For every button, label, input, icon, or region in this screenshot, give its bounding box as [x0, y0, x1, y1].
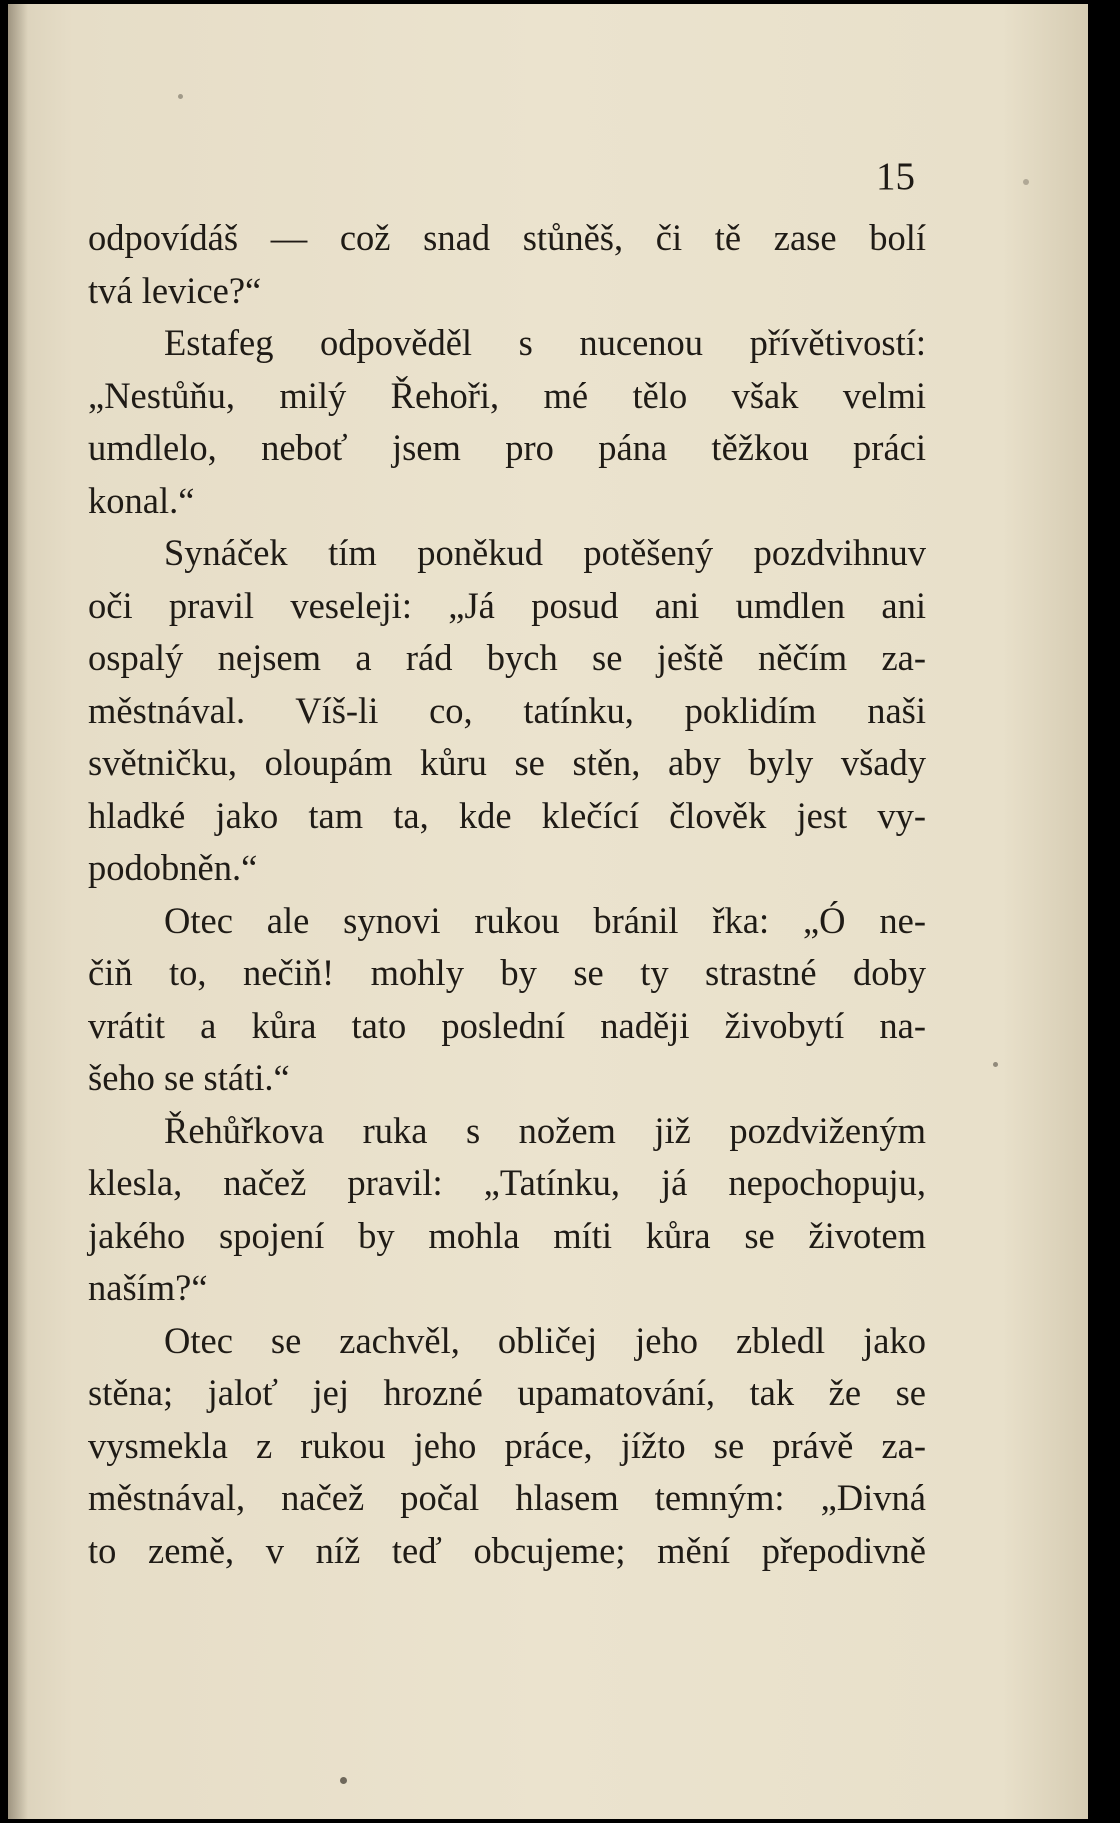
- text-line: odpovídáš — což snad stůněš, či tě zase bolí: [88, 217, 926, 258]
- text-line: Estafeg odpověděl s nucenou přívětivostí:: [164, 322, 926, 363]
- text-line: čiň to, nečiň! mohly by se ty strastné doby: [88, 952, 926, 993]
- text-line: světničku, oloupám kůru se stěn, aby byly všady: [88, 742, 926, 783]
- page-number: 15: [876, 155, 915, 198]
- text-line: oči pravil veseleji: „Já posud ani umdlen ani: [88, 584, 926, 626]
- text-line: podobněn.“: [88, 847, 258, 888]
- paper-speck: [178, 94, 183, 99]
- text-line: Otec se zachvěl, obličej jeho zbledl jako: [164, 1319, 926, 1361]
- book-page: [8, 4, 1088, 1819]
- text-line: to země, v níž teď obcujeme; mění přepodivně: [88, 1529, 926, 1571]
- paper-speck: [340, 1777, 347, 1784]
- text-line: městnával. Víš-li co, tatínku, poklidím naši: [88, 689, 926, 731]
- text-line: „Nestůňu, milý Řehoři, mé tělo však velmi: [88, 374, 926, 416]
- text-line: Otec ale synovi rukou bránil řka: „Ó ne-: [164, 899, 926, 941]
- text-line: stěna; jaloť jej hrozné upamatování, tak že se: [88, 1372, 926, 1413]
- text-line: Synáček tím poněkud potěšený pozdvihnuv: [164, 532, 926, 573]
- text-line: naším?“: [88, 1267, 208, 1308]
- body-text: [88, 212, 926, 1577]
- text-line: hladké jako tam ta, kde klečící člověk jest vy-: [88, 794, 926, 836]
- text-line: klesla, načež pravil: „Tatínku, já nepochopuju,: [88, 1162, 926, 1203]
- text-line: šeho se státi.“: [88, 1057, 290, 1098]
- text-line: vysmekla z rukou jeho práce, jížto se právě za-: [88, 1424, 926, 1466]
- text-line: jakého spojení by mohla míti kůra se životem: [88, 1214, 926, 1256]
- text-line: konal.“: [88, 479, 195, 521]
- text-line: tvá levice?“: [88, 269, 262, 311]
- page-edge-shadow: [8, 4, 28, 1819]
- text-line: Řehůřkova ruka s nožem již pozdviženým: [164, 1109, 926, 1151]
- paper-speck: [993, 1062, 998, 1067]
- text-line: městnával, načež počal hlasem temným: „Divná: [88, 1477, 926, 1518]
- paper-speck: [1023, 179, 1029, 185]
- text-line: umdlelo, neboť jsem pro pána těžkou práci: [88, 427, 926, 468]
- text-line: vrátit a kůra tato poslední naději živobytí na-: [88, 1004, 926, 1046]
- text-line: ospalý nejsem a rád bych se ještě něčím za-: [88, 637, 926, 678]
